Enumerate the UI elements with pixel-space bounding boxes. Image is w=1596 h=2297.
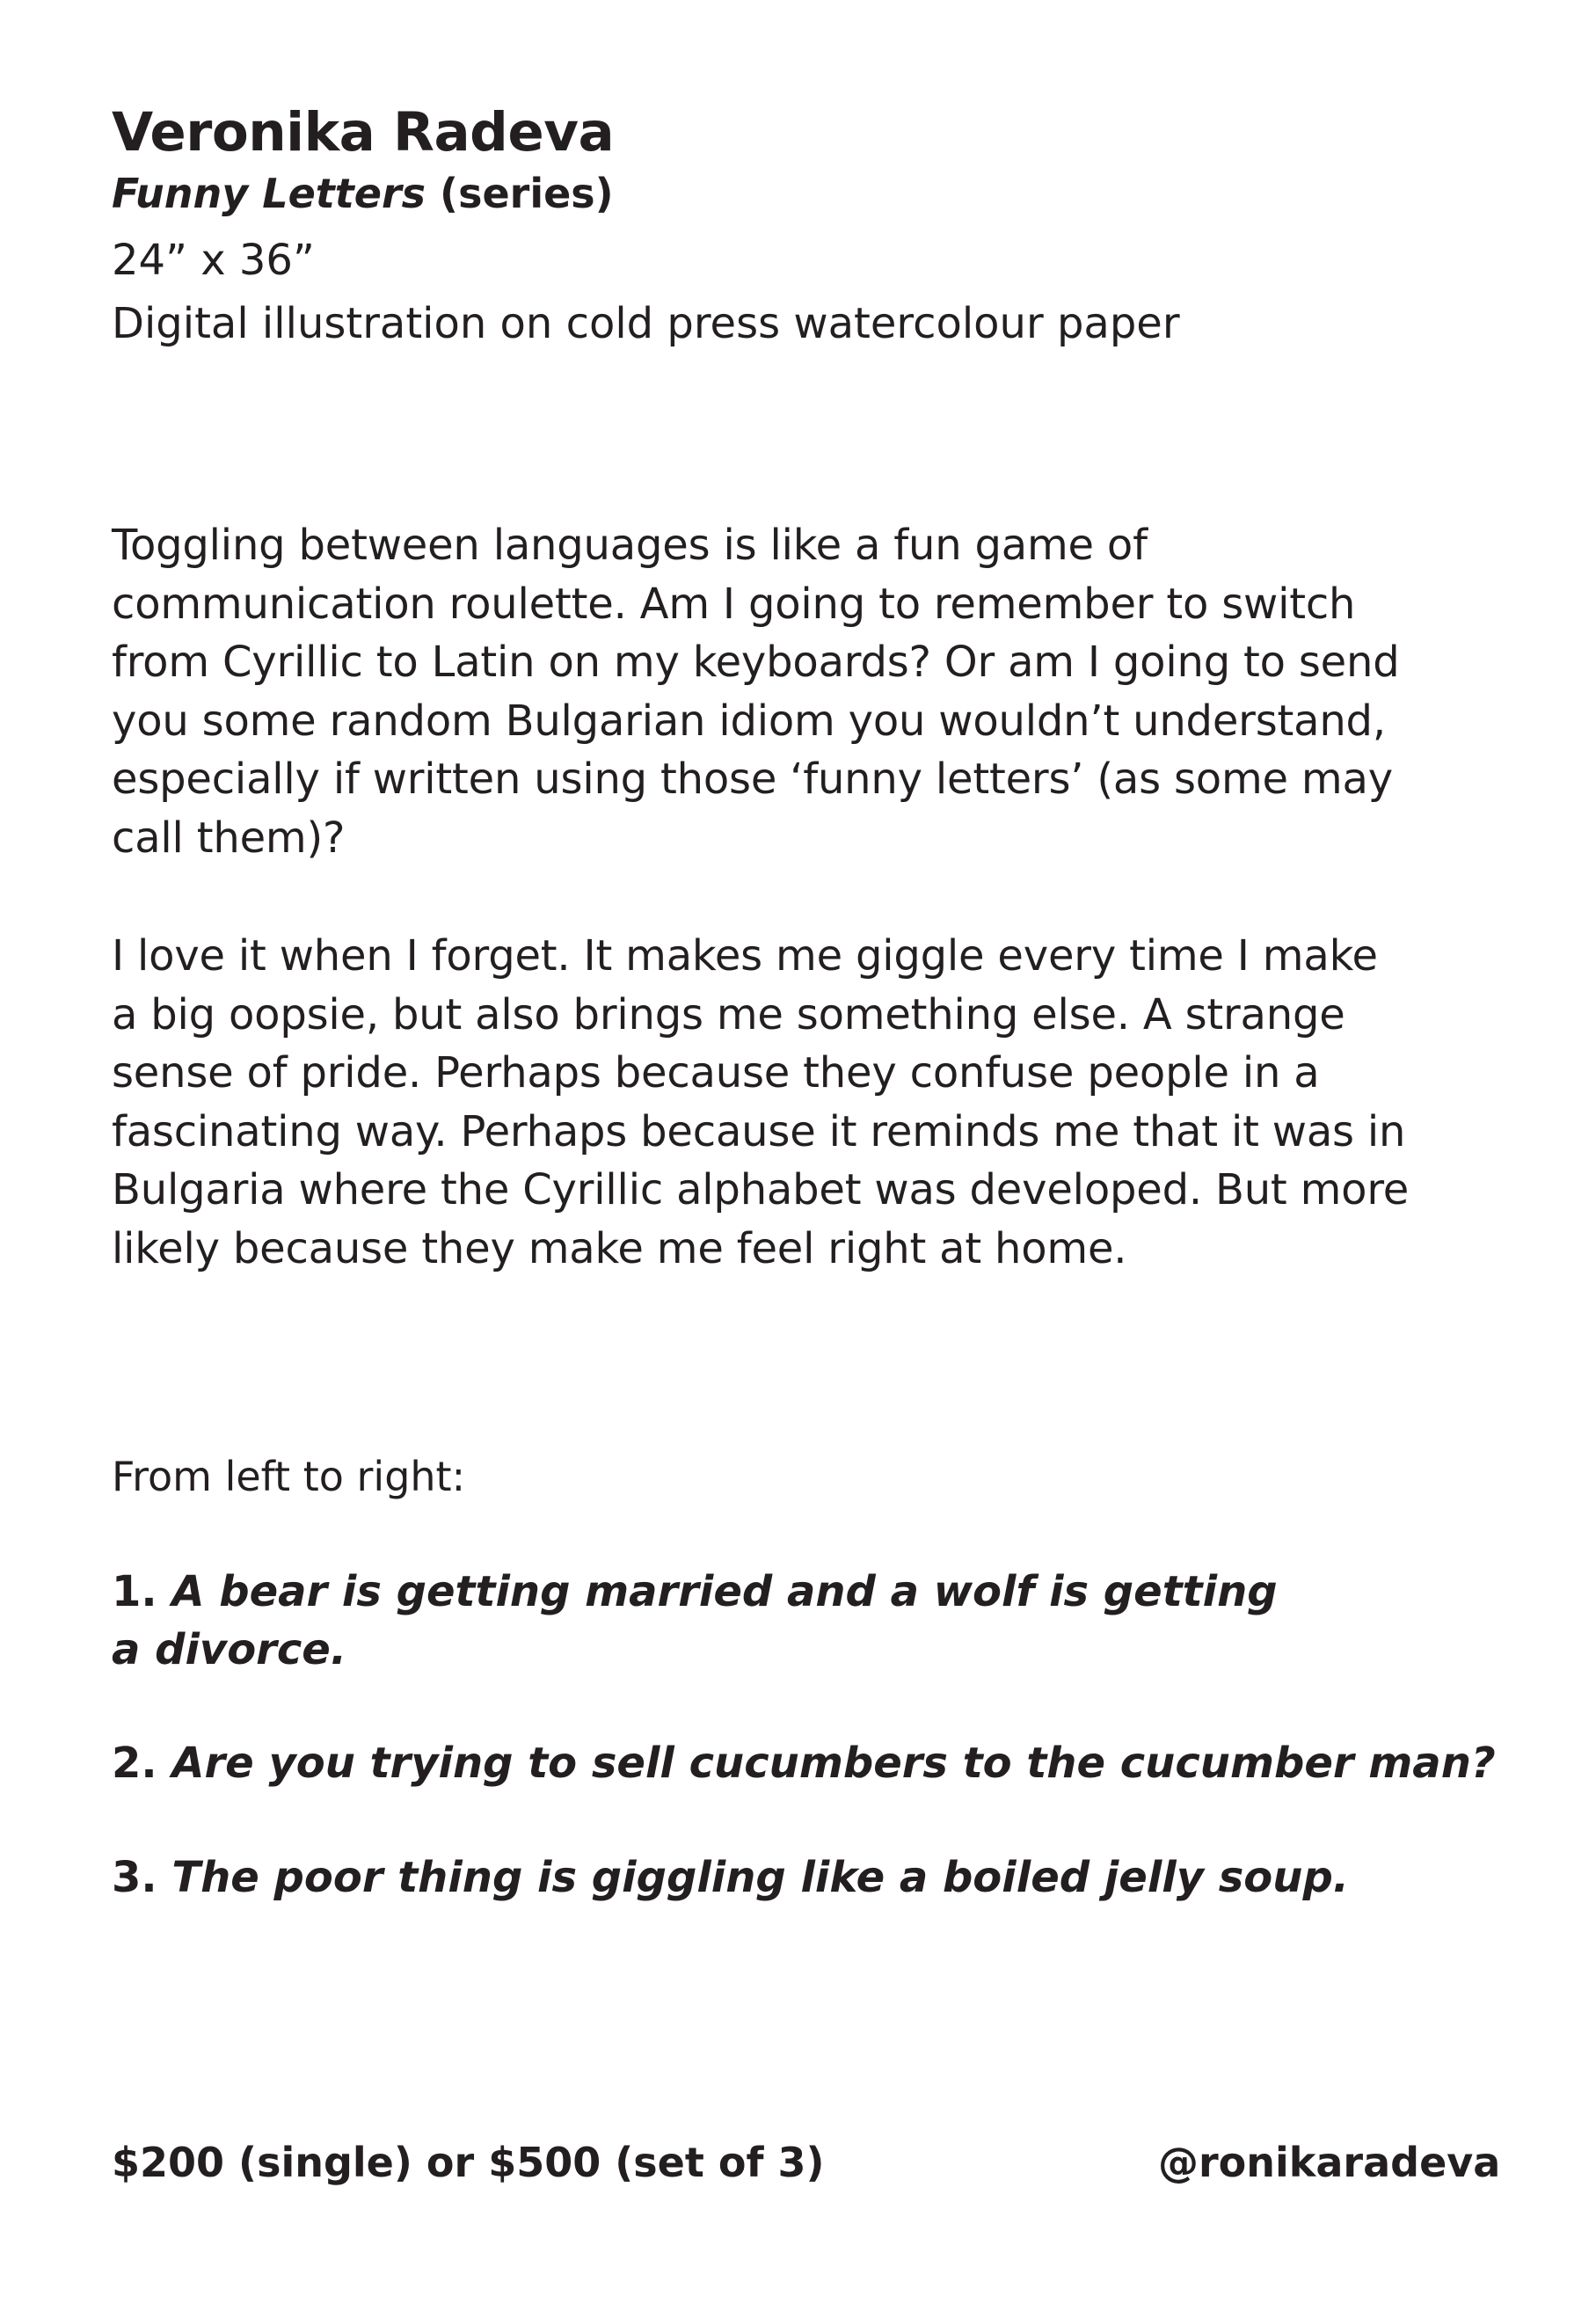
work-title-line: The poor thing is giggling like a boiled jelly soup. xyxy=(171,1853,1350,1902)
statement-line: call them)? xyxy=(112,813,346,863)
work-number: 3. xyxy=(112,1853,157,1902)
work-number: 2. xyxy=(112,1739,157,1788)
work-item-3 xyxy=(112,1849,1349,1907)
work-item-2 xyxy=(112,1734,1496,1792)
work-item-1 xyxy=(112,1563,1278,1679)
statement-line: Bulgaria where the Cyrillic alphabet was developed. But more xyxy=(112,1165,1410,1214)
work-title-line: Are you trying to sell cucumbers to the cucumber man? xyxy=(171,1739,1496,1788)
works-intro: From left to right: xyxy=(112,1453,466,1500)
statement-line: I love it when I forget. It makes me giggle every time I make xyxy=(112,931,1378,981)
social-handle: @ronikaradeva xyxy=(1158,2139,1501,2186)
statement-line: likely because they make me feel right at home. xyxy=(112,1223,1127,1273)
artwork-dimensions: 24” x 36” xyxy=(112,236,315,285)
artwork-medium: Digital illustration on cold press watercolour paper xyxy=(112,299,1180,348)
statement-line: communication roulette. Am I going to remember to switch xyxy=(112,579,1356,629)
statement-paragraph-1 xyxy=(112,516,1448,867)
artwork-title-suffix: (series) xyxy=(426,170,614,217)
work-number: 1. xyxy=(112,1567,157,1616)
artist-name: Veronika Radeva xyxy=(112,101,615,164)
artwork-title xyxy=(112,171,614,217)
work-title-line: A bear is getting married and a wolf is getting xyxy=(171,1567,1278,1616)
statement-line: sense of pride. Perhaps because they confuse people in a xyxy=(112,1048,1320,1097)
work-title-line: a divorce. xyxy=(112,1625,347,1674)
statement-line: a big oopsie, but also brings me something else. A strange xyxy=(112,989,1345,1039)
statement-line: Toggling between languages is like a fun game of xyxy=(112,521,1148,570)
artwork-title-italic: Funny Letters xyxy=(112,170,426,217)
statement-line: you some random Bulgarian idiom you wouldn’t understand, xyxy=(112,696,1386,746)
statement-line: fascinating way. Perhaps because it reminds me that it was in xyxy=(112,1106,1406,1156)
statement-line: especially if written using those ‘funny letters’ (as some may xyxy=(112,755,1393,804)
artwork-label xyxy=(112,0,1519,2297)
statement-paragraph-2 xyxy=(112,927,1448,1278)
statement-line: from Cyrillic to Latin on my keyboards? Or am I going to send xyxy=(112,638,1400,687)
price: $200 (single) or $500 (set of 3) xyxy=(112,2139,825,2186)
